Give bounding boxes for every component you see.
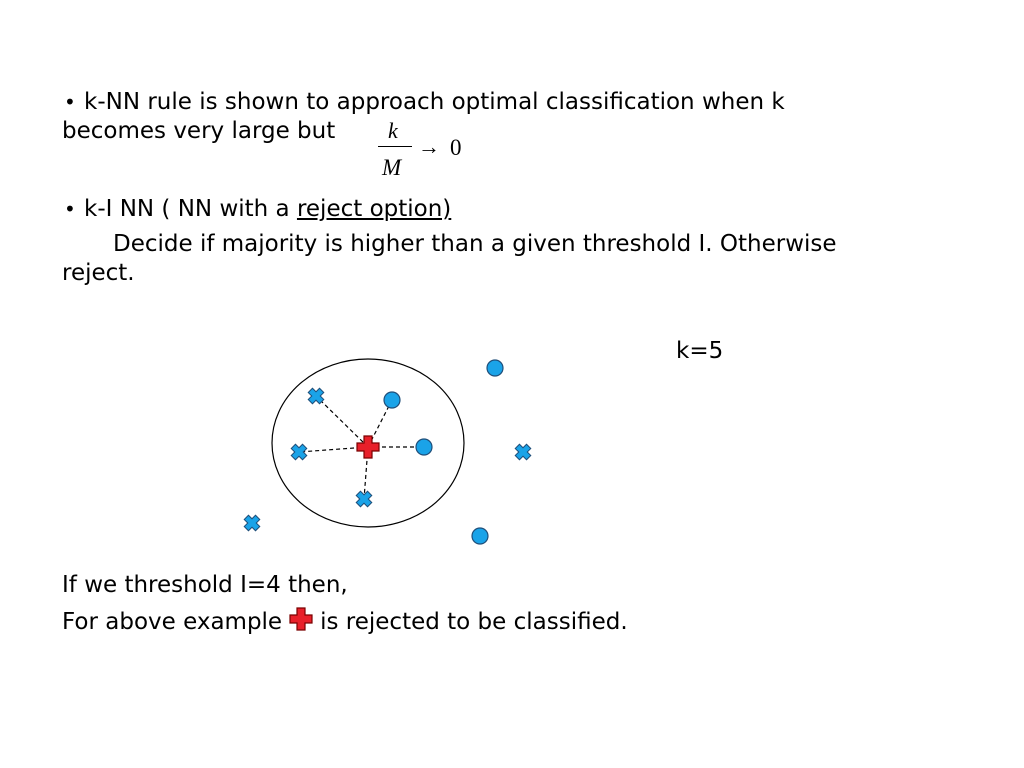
formula-arrow-icon: → [418,134,440,159]
circle-class-point [487,360,503,376]
cross-class-point [288,441,311,464]
bullet-1-glyph: • [64,90,76,114]
cross-class-point [305,385,328,408]
formula-numerator: k [388,118,398,143]
formula-denominator: M [382,155,402,180]
rejection-statement-after: is rejected to be classified. [320,609,628,635]
threshold-statement: If we threshold I=4 then, [62,572,348,598]
circle-class-point [472,528,488,544]
cross-class-point [512,441,535,464]
inline-query-plus-icon [288,606,314,639]
bullet-1-line-2: becomes very large but [62,118,336,144]
formula-limit: 0 [450,135,462,160]
circle-class-point [416,439,432,455]
bullet-1-text: k-NN rule is shown to approach optimal classification when k [84,89,785,115]
cross-class-point [353,488,376,511]
bullet-2-glyph: • [64,197,76,221]
k-value-label: k=5 [676,338,724,364]
bullet-2-prefix: k-I NN ( NN with a [84,196,297,222]
bullet-2-detail-line-2: reject. [62,260,135,286]
rejection-statement [62,606,628,639]
circle-class-point [384,392,400,408]
rejection-statement-before: For above example [62,609,283,635]
reject-option-term: reject option) [296,196,452,222]
cross-class-point [241,512,264,535]
circle-class-points [384,360,503,544]
neighbor-link [316,396,368,447]
bullet-2-detail-line-1: Decide if majority is higher than a given threshold I. Otherwise [113,231,837,257]
